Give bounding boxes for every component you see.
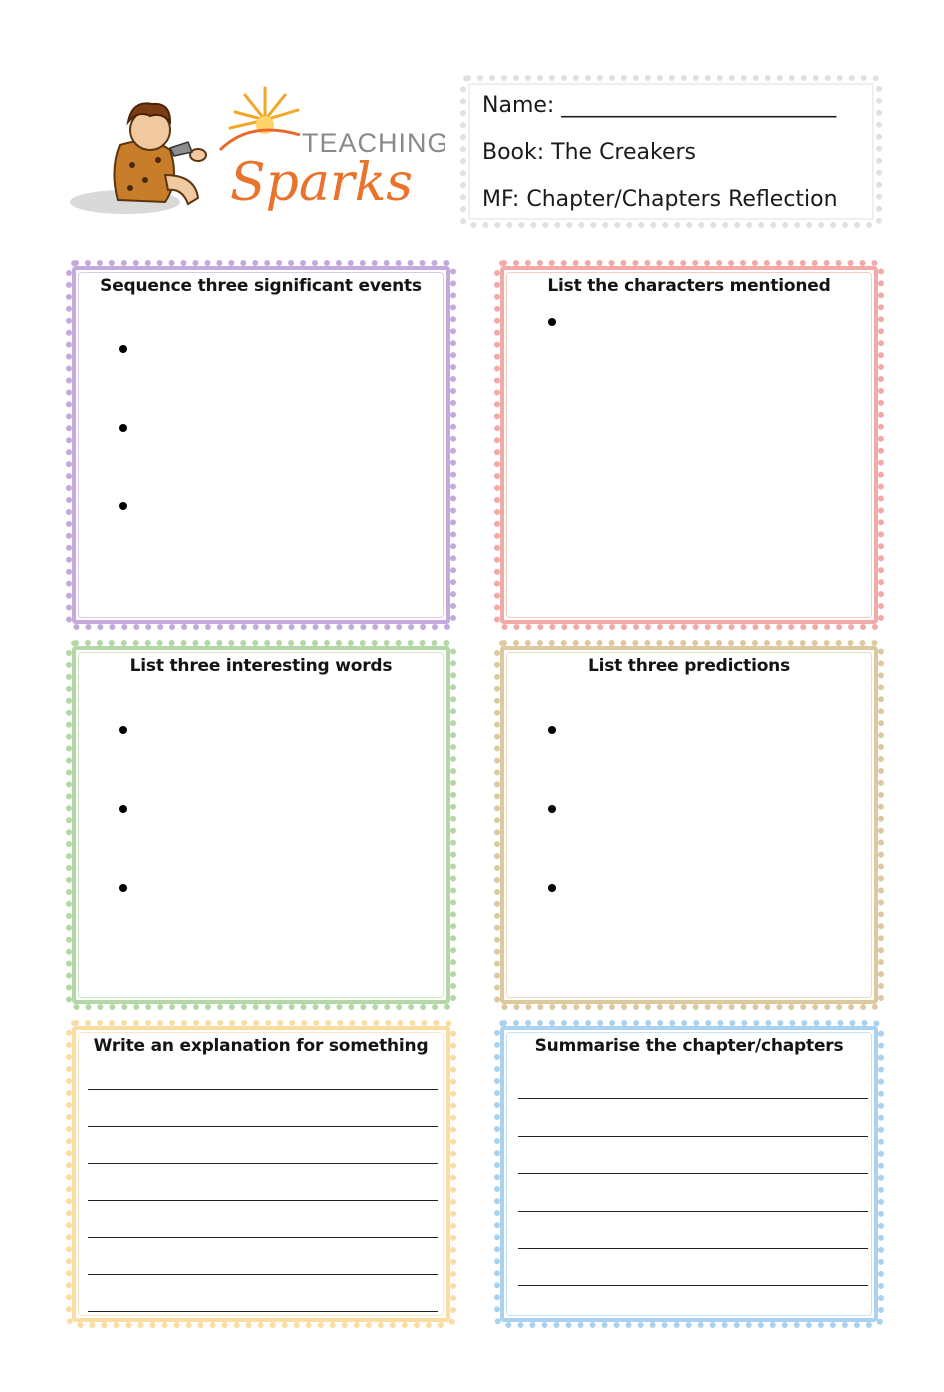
- bullet-point: [119, 345, 127, 353]
- book-title: Book: The Creakers: [482, 140, 697, 165]
- bullet-point: [119, 805, 127, 813]
- writing-line[interactable]: [518, 1173, 868, 1174]
- writing-line[interactable]: [518, 1098, 868, 1099]
- student-info-box: [460, 75, 882, 228]
- name-field[interactable]: Name: _________________________: [482, 93, 837, 118]
- characters-card-title: List the characters mentioned: [547, 276, 831, 296]
- predictions-card: [494, 640, 884, 1010]
- words-card-title: List three interesting words: [129, 656, 393, 676]
- bullet-point: [548, 318, 556, 326]
- writing-line[interactable]: [518, 1211, 868, 1212]
- caveman-mascot-icon: [70, 80, 445, 230]
- bullet-point: [119, 884, 127, 892]
- teaching-sparks-logo: [70, 80, 445, 230]
- writing-line[interactable]: [88, 1311, 438, 1312]
- svg-text:TEACHING: TEACHING: [302, 128, 445, 158]
- writing-line[interactable]: [88, 1200, 438, 1201]
- bullet-point: [119, 424, 127, 432]
- writing-line[interactable]: [88, 1126, 438, 1127]
- bullet-point: [119, 502, 127, 510]
- summary-card: [494, 1020, 884, 1328]
- bullet-point: [548, 805, 556, 813]
- predictions-card-title: List three predictions: [587, 656, 791, 676]
- characters-card: [494, 260, 884, 630]
- summary-card-title: Summarise the chapter/chapters: [534, 1036, 844, 1056]
- writing-line[interactable]: [88, 1089, 438, 1090]
- events-card-title: Sequence three significant events: [100, 276, 422, 296]
- writing-line[interactable]: [88, 1237, 438, 1238]
- events-card: [66, 260, 456, 630]
- bullet-point: [119, 726, 127, 734]
- focus-label: MF: Chapter/Chapters Reflection: [482, 187, 838, 212]
- explanation-card-title: Write an explanation for something: [93, 1036, 429, 1056]
- writing-line[interactable]: [518, 1136, 868, 1137]
- bullet-point: [548, 726, 556, 734]
- writing-line[interactable]: [88, 1163, 438, 1164]
- svg-text:Sparks: Sparks: [230, 153, 413, 213]
- writing-line[interactable]: [518, 1285, 868, 1286]
- words-card: [66, 640, 456, 1010]
- writing-line[interactable]: [88, 1274, 438, 1275]
- explanation-card: [66, 1020, 456, 1328]
- bullet-point: [548, 884, 556, 892]
- writing-line[interactable]: [518, 1248, 868, 1249]
